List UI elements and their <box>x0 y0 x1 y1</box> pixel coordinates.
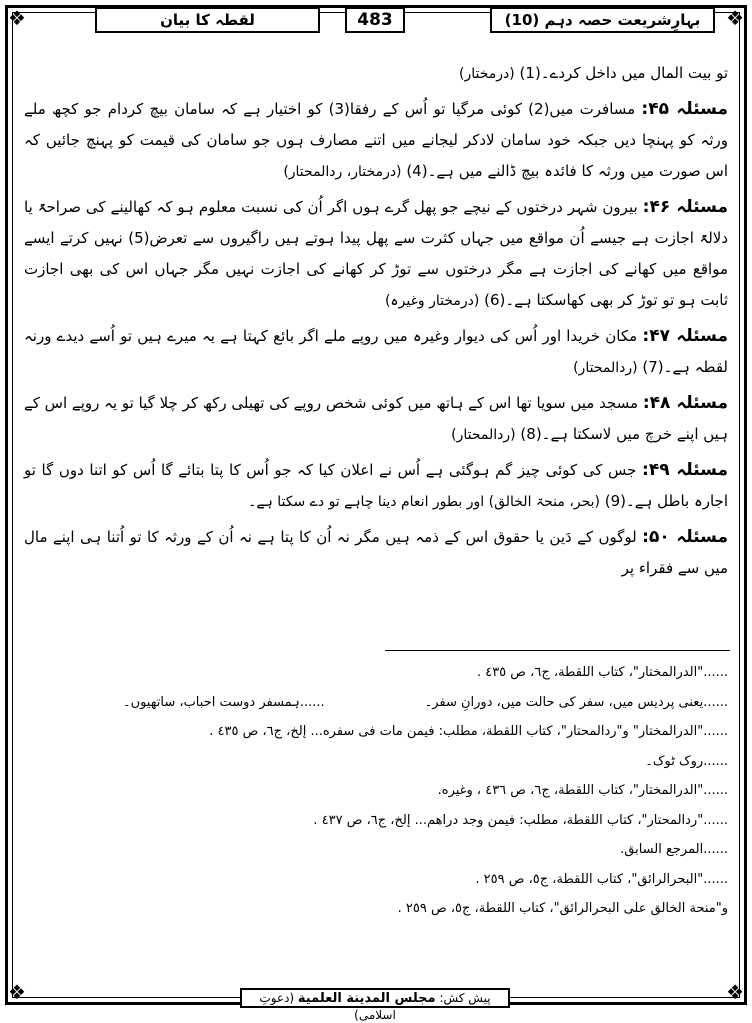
footnote: و"منحة الخالق علی البحرالرائق"، کتاب اللقطة، ج٥، ص ٢٥٩ . <box>397 901 728 916</box>
masala-paragraph: مسئلہ ۴۸: مسجد میں سویا تھا اس کے ہاتھ میں کوئی شخص روپے کی تھیلی رکھ کر چلا گیا تو یہ روپے اس کے ہیں اپنے خرچ میں لاسکتا ہے۔(8) (ردالمحتار) <box>23 393 728 443</box>
masala-label: مسئلہ ۵۰: <box>642 527 728 547</box>
publisher-footer: پیش کش: مجلس المدینة العلمیة (دعوتِ اسلامی) <box>240 988 510 1008</box>
masala-paragraph: مسئلہ ۴۹: جس کی کوئی چیز گم ہوگئی ہے اُس نے اعلان کیا کہ جو اُس کا پتا بتائے گا اُس کو اتنا دوں گا تو اجارہ باطل ہے۔(9) (بحر، منحۃ الخالق) اور بطور انعام دینا چاہے تو دے سکتا ہے۔ <box>24 460 728 510</box>
footnote: ......روک ٹوک۔ <box>645 753 728 769</box>
masala-paragraph: مسئلہ ۴۶: بیرون شہر درختوں کے نیچے جو پھل گرے ہوں اگر اُن کی نسبت معلوم ہو کہ کھالینے کی صراحۃً یا دلالۃً اجازت ہے جیسے اُن مواقع میں جہاں کثرت سے پھل پیدا ہوتے ہیں راگیروں سے تعرض(5) نہیں کرتے ایسے مواقع میں کھانے کی اجازت ہے مگر درختوں سے توڑ کر کھانے کی اجازت نہیں مگر جہاں اس کی بھی اجازت ثابت ہو تو توڑ کر بھی کھاسکتا ہے۔(6) (درمختار وغیرہ) <box>24 197 728 309</box>
footnote: ......"ردالمحتار"، کتاب اللقطة، مطلب: فیمن وجد دراهم... إلخ، ج٦، ص ٤٣٧ . <box>313 812 728 828</box>
corner-ornament-icon: ❖ <box>8 980 26 1004</box>
masala-label: مسئلہ ۴۹: <box>642 460 728 480</box>
footnote-separator <box>385 650 730 651</box>
corner-ornament-icon: ❖ <box>726 980 744 1004</box>
masala-label: مسئلہ ۴۷: <box>642 326 728 346</box>
footnotes <box>40 658 728 924</box>
page-number: 483 <box>345 7 405 33</box>
masala-label: مسئلہ ۴۶: <box>642 197 728 217</box>
footnote: ......"الدرالمختار"، کتاب اللقطة، ج٦، ص ٤٣٦ ، وغیره. <box>437 783 728 798</box>
footnote: ......"البحرالرائق"، کتاب اللقطة، ج٥، ص ٢٥٩ . <box>475 871 728 887</box>
corner-ornament-icon: ❖ <box>726 6 744 30</box>
chapter-title: لقطہ کا بیان <box>95 7 320 33</box>
main-text <box>24 58 728 588</box>
book-title: بہارِشریعت حصہ دہم (10) <box>490 7 715 33</box>
footnote: ......"الدرالمختار"، کتاب اللقطة، ج٦، ص ٤٣٥ . <box>476 665 728 680</box>
masala-paragraph: مسئلہ ۴۷: مکان خریدا اور اُس کی دیوار وغیرہ میں روپے ملے اگر بائع کہتا ہے یہ میرے ہیں تو اُسے دیدے ورنہ لقطہ ہے۔(7) (ردالمحتار) <box>24 326 728 376</box>
masala-label: مسئلہ ۴۵: <box>641 99 729 119</box>
footnote: ......"الدرالمختار" و"ردالمحتار"، کتاب اللقطة، مطلب: فیمن مات فی سفره... إلخ، ج٦، ص ٤٣٥ . <box>209 724 728 739</box>
masala-label: مسئلہ ۴۸: <box>642 393 728 413</box>
footnote: ......یعنی پردیس میں، سفر کی حالت میں، دورانِ سفر۔......ہمسفر دوست احباب، ساتھیوں۔ <box>122 694 728 710</box>
masala-paragraph: مسئلہ ۴۵: مسافرت میں(2) کوئی مرگیا تو اُس کے رفقا(3) کو اختیار ہے کہ سامان بیچ کردام جو کچھ ملے ورثہ کو پہنچا دیں جبکہ خود سامان لادکر لیجانے میں اتنے مصارف ہوں جو سامان کی قیمت کو پہنچ جائیں کہ اس صورت میں ورثہ کا فائدہ بیچ ڈالنے میں ہے۔(4) (درمختار، ردالمحتار) <box>24 99 729 180</box>
footnote: ......المرجع السابق. <box>620 842 728 857</box>
corner-ornament-icon: ❖ <box>8 6 26 30</box>
masala-paragraph: مسئلہ ۵۰: لوگوں کے دَین یا حقوق اس کے ذمہ ہیں مگر نہ اُن کا پتا ہے نہ اُن کے ورثہ کا تو اُتنا ہی اپنے مال میں سے فقراء پر <box>24 527 728 577</box>
paragraph: تو بیت المال میں داخل کردے۔(1) (درمختار) <box>459 64 728 82</box>
